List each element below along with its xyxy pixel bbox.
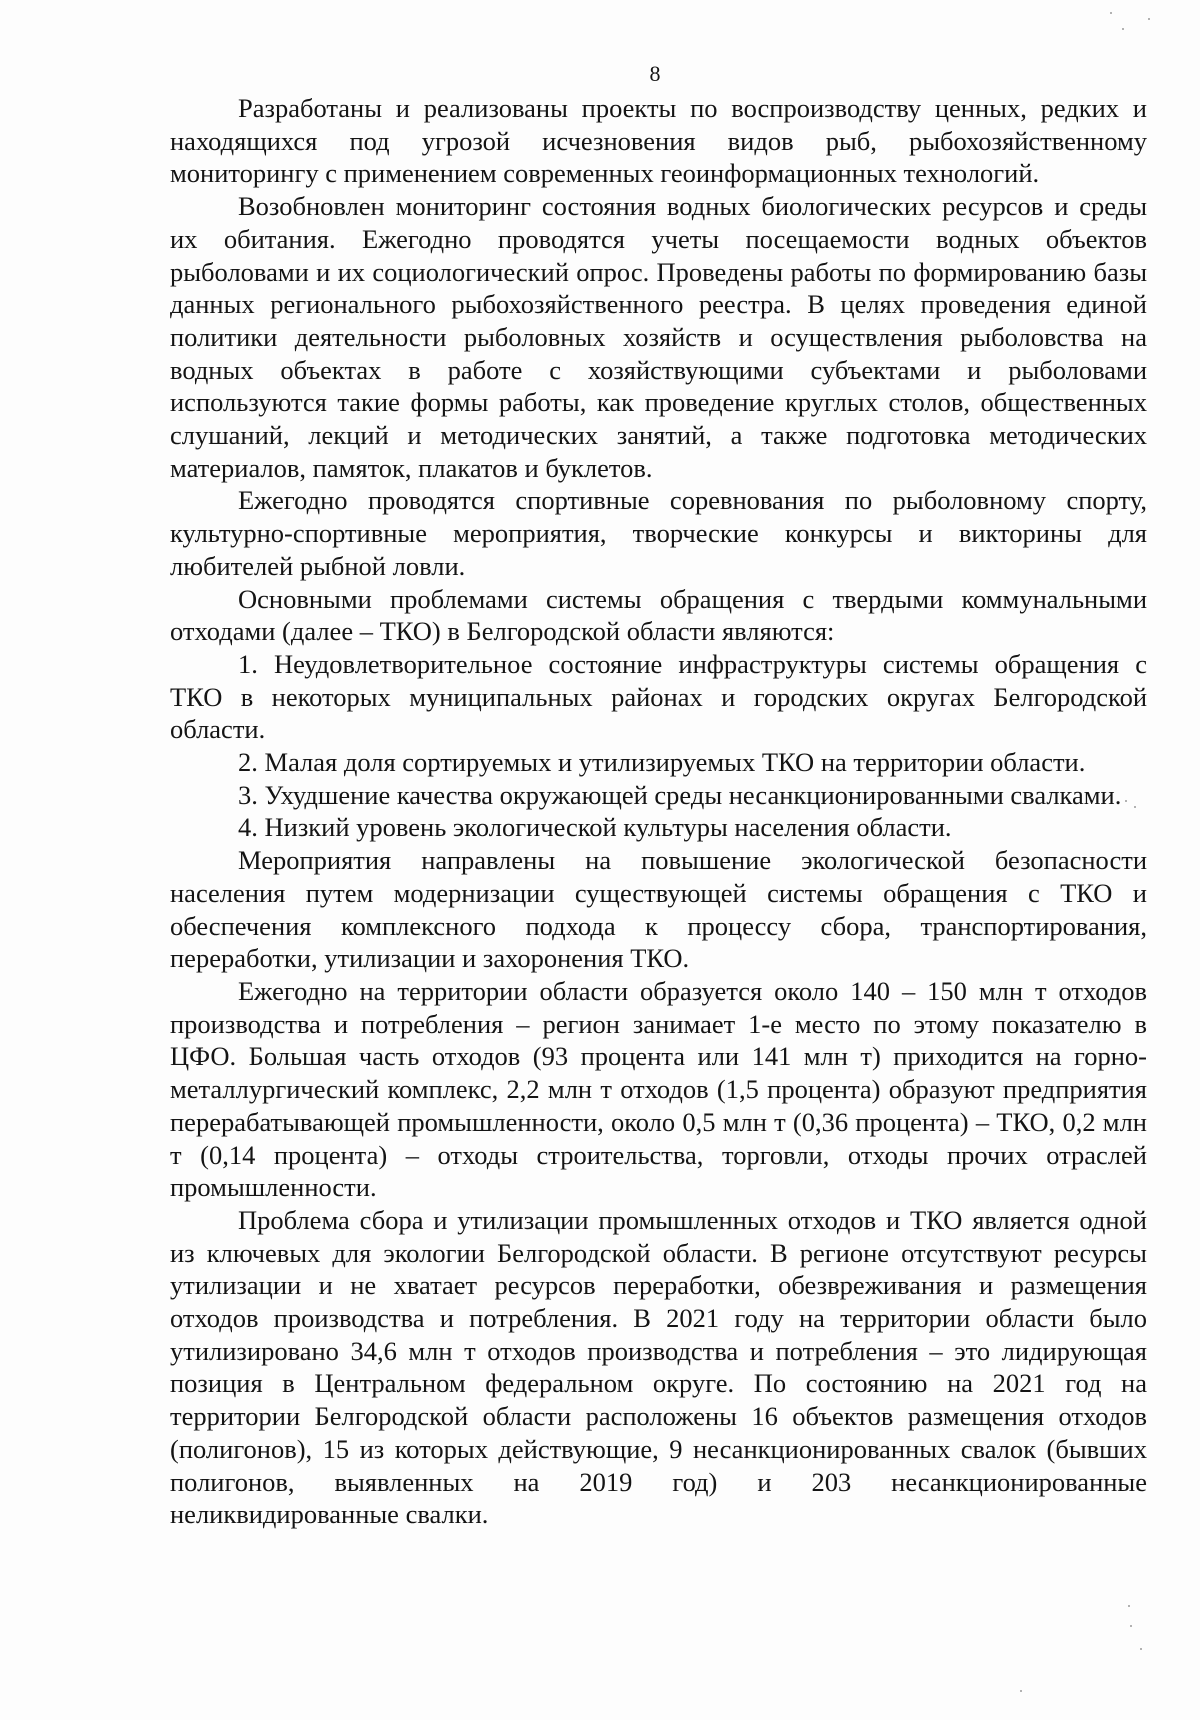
scan-speck [1134,806,1136,808]
list-item-infrastructure: 1. Неудовлетворительное состояние инфраструктуры системы обращения с ТКО в некоторых муниципальных районах и городских округах Белгородской области. [170,648,1147,745]
scan-speck [1122,28,1124,30]
paragraph-msw-problems-intro: Основными проблемами системы обращения с твердыми коммунальными отходами (далее – ТКО) в Белгородской области являются: [170,583,1147,647]
paragraph-measures: Мероприятия направлены на повышение экологической безопасности населения путем модернизации существующей системы обращения с ТКО и обеспечения комплексного подхода к процессу сбора, транспортирования, переработки, утилизации и захоронения ТКО. [170,845,1147,974]
paragraph-waste-utilization: Проблема сбора и утилизации промышленных отходов и ТКО является одной из ключевых для экологии Белгородской области. В регионе отсутствуют ресурсы утилизации и не хватает ресурсов переработки, обезвреживания и размещения отходов производства и потребления. В 2021 году на территории области было утилизировано 34,6 млн т отходов производства и потребления – это лидирующая позиция в Центральном федеральном округе. По состоянию на 2021 год на территории Белгородской области расположены 16 объектов размещения отходов (полигонов), 15 из которых действующие, 9 несанкционированных свалок (бывших полигонов, выявленных на 2019 год) и 203 несанкционированные неликвидированные свалки. [170,1204,1147,1530]
page-number: 8 [649,61,661,86]
document-body [170,92,1147,1531]
scan-speck [1110,12,1112,14]
paragraph-fish-reproduction-projects: Разработаны и реализованы проекты по воспроизводству ценных, редких и находящихся под угрозой исчезновения видов рыб, рыбохозяйственному мониторингу с применением современных геоинформационных технологий. [170,93,1147,189]
list-item-unauthorized-dumps: 3. Ухудшение качества окружающей среды несанкционированными свалками. [238,779,1122,810]
scan-speck [1148,18,1150,20]
scan-speck [1130,1625,1132,1627]
scan-speck [1128,1605,1130,1607]
paragraph-aquatic-monitoring: Возобновлен мониторинг состояния водных биологических ресурсов и среды их обитания. Ежегодно проводятся учеты посещаемости водных объектов рыболовами и их социологический опрос. Проведены работы по формированию базы данных регионального рыбохозяйственного реестра. В целях проведения единой политики деятельности рыболовных хозяйств и осуществления рыболовства на водных объектах в работе с хозяйствующими субъектами и рыболовами используются такие формы работы, как проведение круглых столов, общественных слушаний, лекций и методических занятий, а также подготовка методических материалов, памяток, плакатов и буклетов. [170,191,1147,483]
paragraph-fishing-competitions: Ежегодно проводятся спортивные соревнования по рыболовному спорту, культурно-спортивные мероприятия, творческие конкурсы и викторины для любителей рыбной ловли. [170,485,1147,581]
scan-speck [1125,800,1127,802]
list-item-ecological-culture: 4. Низкий уровень экологической культуры населения области. [238,812,952,843]
paragraph-waste-volumes: Ежегодно на территории области образуется около 140 – 150 млн т отходов производства и потребления – регион занимает 1-е место по этому показателю в ЦФО. Большая часть отходов (93 процента или 141 млн т) приходится на горно-металлургический комплекс, 2,2 млн т отходов (1,5 процента) образуют предприятия перерабатывающей промышленности, около 0,5 млн т (0,36 процента) – ТКО, 0,2 млн т (0,14 процента) – отходы строительства, торговли, отходы прочих отраслей промышленности. [170,975,1147,1203]
scan-speck [1140,1648,1142,1650]
list-item-sorting-share: 2. Малая доля сортируемых и утилизируемых ТКО на территории области. [238,747,1086,778]
scan-speck [1020,1690,1022,1692]
